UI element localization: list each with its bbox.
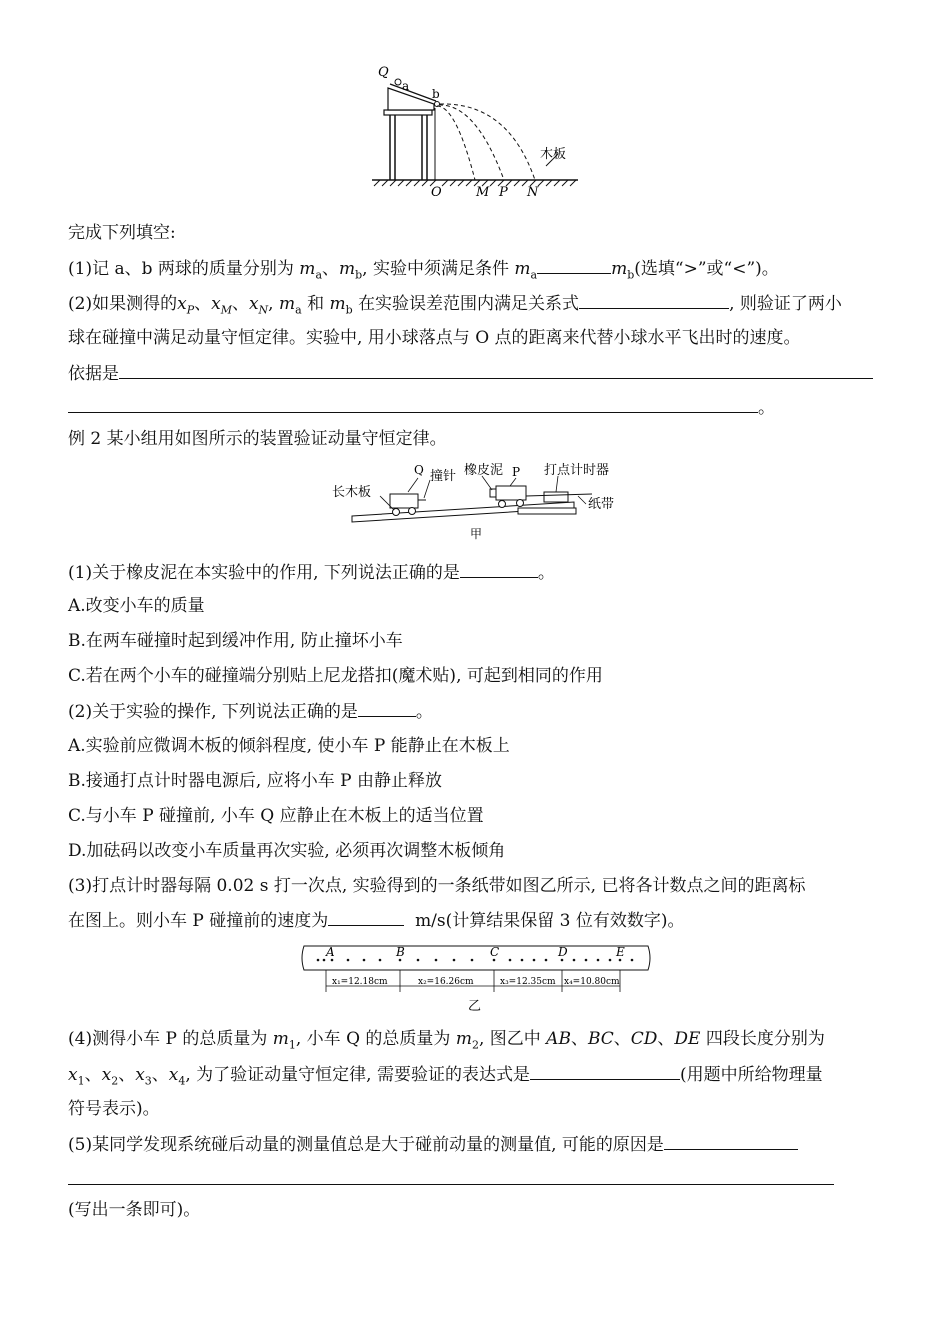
label-Q: Q xyxy=(378,65,389,80)
tape-point-C: C xyxy=(490,945,500,959)
label-N: N xyxy=(527,185,539,200)
label-timer: 打点计时器 xyxy=(544,463,610,478)
s4-line2: $x_1$、$x_2$、$x_3$、$x_4$, 为了验证动量守恒定律, 需要验证的表达式是 (用题中所给物理量 xyxy=(68,1065,823,1088)
label-O: O xyxy=(431,185,442,200)
tape-point-E: E xyxy=(616,945,625,959)
answer-blank[interactable] xyxy=(328,909,404,926)
answer-blank[interactable] xyxy=(68,396,758,413)
label-long-board: 长木板 xyxy=(332,485,372,500)
answer-blank[interactable] xyxy=(358,700,416,717)
label-P: P xyxy=(499,185,508,200)
s1-option-c: C.若在两个小车的碰撞端分别贴上尼龙搭扣(魔术贴), 可起到相同的作用 xyxy=(68,666,603,686)
s3-line2: 在图上。则小车 P 碰撞前的速度为 m/s(计算结果保留 3 位有效数字)。 xyxy=(68,911,685,931)
s5-line1: (5)某同学发现系统碰后动量的测量值总是大于碰前动量的测量值, 可能的原因是 xyxy=(68,1133,798,1156)
answer-blank[interactable] xyxy=(537,257,611,274)
label-mud: 橡皮泥 xyxy=(464,463,504,478)
tape-x3: x₃=12.35cm xyxy=(500,977,556,987)
q1-part2-line3: 依据是 xyxy=(68,362,873,385)
figure-caption-yi: 乙 xyxy=(468,999,482,1014)
label-M: M xyxy=(476,185,490,200)
s2-question: (2)关于实验的操作, 下列说法正确的是 。 xyxy=(68,702,433,722)
q1-part2-line1: (2)如果测得的$x_P$、$x_M$、$x_N$, $m_a$ 和 $m_b$ 在实验误差范围内满足关系式 , 则验证了两小 xyxy=(68,294,842,317)
s5-line2 xyxy=(68,1168,834,1191)
answer-blank[interactable] xyxy=(530,1063,680,1080)
s3-line1: (3)打点计时器每隔 0.02 s 打一次点, 实验得到的一条纸带如图乙所示, 已将各计数点之间的距离标 xyxy=(68,876,806,896)
s2-option-d: D.加砝码以改变小车质量再次实验, 必须再次调整木板倾角 xyxy=(68,841,506,861)
label-Q: Q xyxy=(414,463,424,477)
figure-caption-jia: 甲 xyxy=(470,527,483,541)
s4-line3: 符号表示)。 xyxy=(68,1099,160,1119)
s2-option-b: B.接通打点计时器电源后, 应将小车 P 由静止释放 xyxy=(68,771,442,791)
s1-question: (1)关于橡皮泥在本实验中的作用, 下列说法正确的是 。 xyxy=(68,563,555,583)
tape-point-B: B xyxy=(396,945,405,959)
tape-point-D: D xyxy=(558,945,568,959)
label-b: b xyxy=(432,87,440,101)
tape-x1: x₁=12.18cm xyxy=(332,977,388,987)
s4-line1: (4)测得小车 P 的总质量为 $m_1$, 小车 Q 的总质量为 $m_2$, 图乙中 AB、BC、CD、DE 四段长度分别为 xyxy=(68,1029,825,1052)
answer-blank[interactable] xyxy=(119,362,873,379)
q1-part2-line2: 球在碰撞中满足动量守恒定律。实验中, 用小球落点与 O 点的距离来代替小球水平飞出时的速度。 xyxy=(68,328,801,348)
s5-line3: (写出一条即可)。 xyxy=(68,1200,201,1220)
s2-option-a: A.实验前应微调木板的倾斜程度, 使小车 P 能静止在木板上 xyxy=(68,736,510,756)
tape-x2: x₂=16.26cm xyxy=(418,977,474,987)
label-needle: 撞针 xyxy=(430,469,457,484)
s1-option-a: A.改变小车的质量 xyxy=(68,596,205,616)
label-tape: 纸带 xyxy=(588,497,615,512)
answer-blank[interactable] xyxy=(579,292,729,309)
cart-apparatus-figure xyxy=(330,456,620,544)
s1-option-b: B.在两车碰撞时起到缓冲作用, 防止撞坏小车 xyxy=(68,631,403,651)
label-a: a xyxy=(402,79,410,93)
tape-x4: x₄=10.80cm xyxy=(564,977,620,987)
q1-part2-line4: 。 xyxy=(68,396,775,419)
label-P: P xyxy=(512,465,521,479)
collision-apparatus-figure xyxy=(368,62,583,200)
s2-option-c: C.与小车 P 碰撞前, 小车 Q 应静止在木板上的适当位置 xyxy=(68,806,484,826)
q1-part1: (1)记 a、b 两球的质量分别为 $m_a$、$m_b$, 实验中须满足条件 $m_a$ $m_b$(选填“>”或“<”)。 xyxy=(68,259,779,282)
label-board: 木板 xyxy=(540,147,567,162)
answer-blank[interactable] xyxy=(68,1168,834,1185)
q1-intro: 完成下列填空: xyxy=(68,223,176,243)
answer-blank[interactable] xyxy=(664,1133,798,1150)
answer-blank[interactable] xyxy=(460,561,538,578)
paper-tape-figure xyxy=(296,942,656,1016)
example2-title: 例 2 某小组用如图所示的装置验证动量守恒定律。 xyxy=(68,429,447,449)
tape-point-A: A xyxy=(326,945,335,959)
